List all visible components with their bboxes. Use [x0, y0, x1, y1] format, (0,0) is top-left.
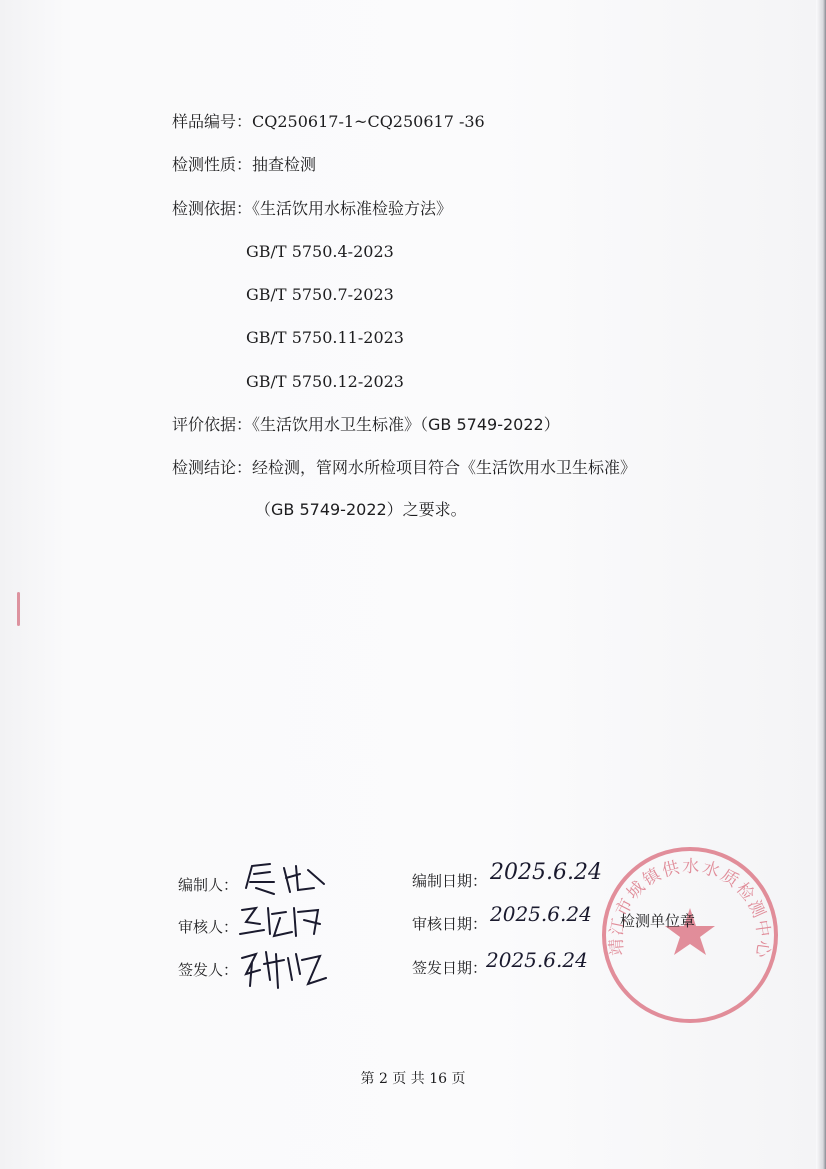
- official-seal: [595, 840, 785, 1030]
- compile-date-label: 编制日期：: [412, 872, 488, 890]
- evaluation-basis-row: [172, 415, 560, 435]
- conclusion-continuation: （GB 5749-2022）之要求。: [255, 500, 467, 519]
- conclusion-label: 检测结论：: [172, 458, 253, 477]
- test-nature-row: [172, 155, 316, 175]
- standard-item: GB/T 5750.12-2023: [246, 372, 404, 391]
- issue-date-label: 签发日期：: [412, 959, 488, 977]
- issuer-label: 签发人：: [178, 961, 239, 979]
- issue-date-value: 2025.6.24: [486, 948, 588, 972]
- conclusion-text: 经检测，管网水所检项目符合《生活饮用水卫生标准》: [252, 458, 637, 477]
- evaluation-basis-label: 评价依据：: [172, 415, 253, 434]
- compiler-signature: [240, 858, 330, 898]
- page-edge: [816, 0, 826, 1169]
- issuer-signature: [236, 944, 332, 994]
- test-basis-title: 《生活饮用水标准检验方法》: [252, 199, 453, 218]
- compiler-label: 编制人：: [178, 876, 239, 894]
- page-number: 第 2 页 共 16 页: [360, 1071, 466, 1087]
- sample-number-label: 样品编号：: [172, 112, 253, 131]
- seal-text: 靖江市城镇供水水质检测中心: [606, 856, 774, 961]
- unit-stamp-label: 检测单位章: [620, 912, 696, 930]
- sample-number-row: [172, 112, 485, 132]
- reviewer-label: 审核人：: [178, 918, 239, 936]
- review-date-value: 2025.6.24: [490, 902, 592, 926]
- sample-number-value: CQ250617-1~CQ250617 -36: [252, 112, 485, 131]
- test-nature-label: 检测性质：: [172, 155, 253, 174]
- compile-date-value: 2025.6.24: [490, 860, 602, 885]
- standard-item: GB/T 5750.4-2023: [246, 242, 394, 261]
- conclusion-row: [172, 458, 636, 478]
- standard-item: GB/T 5750.11-2023: [246, 328, 404, 347]
- review-date-label: 审核日期：: [412, 915, 488, 933]
- test-basis-row: [172, 199, 452, 219]
- test-nature-value: 抽查检测: [252, 155, 317, 174]
- stain-mark: [17, 592, 20, 626]
- evaluation-basis-value: 《生活饮用水卫生标准》（GB 5749-2022）: [252, 415, 560, 434]
- reviewer-signature: [234, 900, 334, 942]
- test-basis-label: 检测依据：: [172, 199, 253, 218]
- standard-item: GB/T 5750.7-2023: [246, 285, 394, 304]
